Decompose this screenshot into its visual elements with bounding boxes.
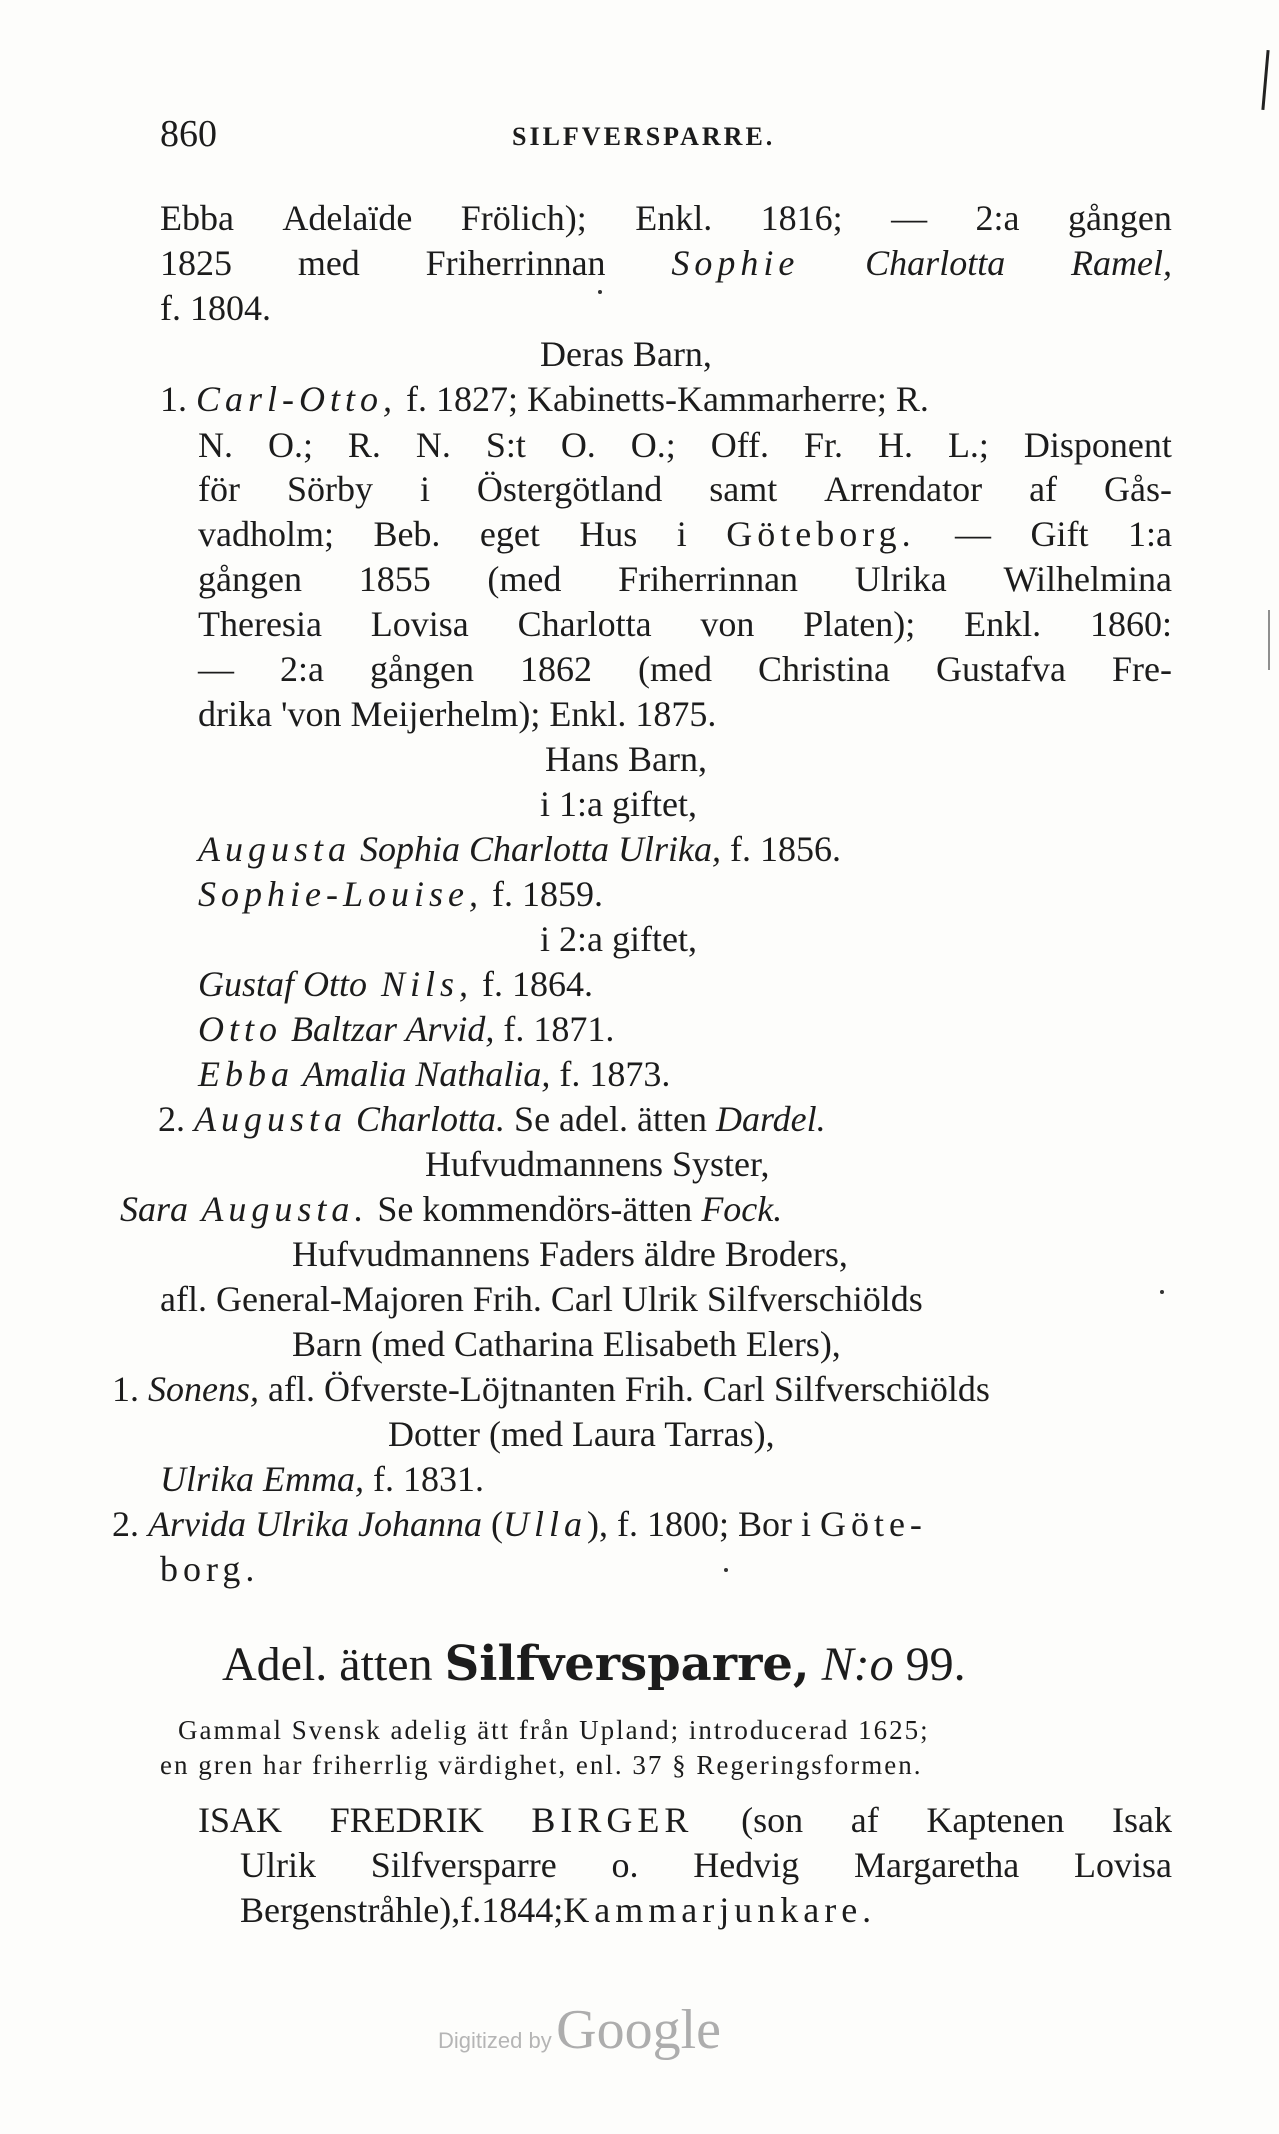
text-segment: f. 1864. (473, 964, 594, 1004)
text-segment: 1862 (520, 649, 592, 689)
text-segment: Nils, (367, 964, 474, 1004)
text-segment: Augusta (198, 829, 352, 869)
text-line (198, 651, 1172, 687)
section-prefix: Adel. ätten (222, 1638, 433, 1691)
text-segment: Disponent (1023, 425, 1172, 465)
text-segment: Kaptenen (926, 1800, 1065, 1840)
text-segment: S:t (485, 425, 526, 465)
text-segment: Friherrinnan (425, 243, 606, 283)
text-segment: Margaretha (853, 1845, 1020, 1885)
text-segment: Off. (710, 425, 770, 465)
text-segment: Baltzar Arvid, (282, 1009, 495, 1049)
watermark-prefix: Digitized by (438, 2028, 552, 2053)
text-segment: N. (198, 425, 233, 465)
text-segment: Isak (1112, 1800, 1172, 1840)
text-segment: Sophie (671, 243, 800, 283)
text-segment: Fock. (701, 1189, 783, 1229)
text-line (112, 1371, 990, 1407)
text-segment: Kammarjunkare. (563, 1890, 877, 1930)
text-segment: samt (709, 469, 778, 509)
text-segment: 1844; (481, 1890, 564, 1930)
text-segment: 1855 (358, 559, 431, 599)
text-segment: af (1029, 469, 1058, 509)
text-segment: 1860: (1089, 604, 1172, 644)
text-segment: f. 1827; Kabinetts-Kammarherre; R. (397, 379, 929, 419)
text-segment: Hus (579, 514, 638, 554)
text-segment: f. 1873. (550, 1054, 671, 1094)
text-line (160, 200, 1172, 236)
text-segment: Gammal Svensk adelig ätt från Upland; introducerad 1625; (178, 1715, 930, 1745)
text-segment: 2:a (280, 649, 324, 689)
text-line (198, 1056, 670, 1092)
text-segment: Bergenstråhle), (240, 1890, 461, 1930)
text-segment: Fre- (1112, 649, 1172, 689)
text-segment: 1:a (1127, 514, 1172, 554)
text-segment: drika 'von Meijerhelm); Enkl. 1875. (198, 694, 717, 734)
text-segment: 2. (158, 1099, 194, 1139)
text-segment: Östergötland (476, 469, 663, 509)
text-line (198, 471, 1172, 507)
text-segment: Dotter (med Laura Tarras), (388, 1414, 775, 1454)
text-line (425, 1146, 770, 1182)
text-segment: Charlotta (517, 604, 652, 644)
entry-line (240, 1892, 876, 1928)
text-segment: Gustaf Otto (198, 964, 368, 1004)
text-segment: 1. (160, 379, 196, 419)
text-segment: ( (481, 1504, 503, 1544)
text-segment: Augusta (194, 1099, 348, 1139)
text-line (160, 381, 929, 417)
scan-speck (1160, 1290, 1164, 1294)
text-segment: Hufvudmannens Syster, (425, 1144, 770, 1184)
text-line (198, 1011, 614, 1047)
text-segment: eget (479, 514, 540, 554)
text-segment: Lovisa (370, 604, 469, 644)
text-segment: R. (347, 425, 381, 465)
text-segment: f. (460, 1890, 482, 1930)
text-segment: Fr. (804, 425, 844, 465)
running-title: SILFVERSPARRE. (512, 122, 776, 151)
entry-line (240, 1847, 1172, 1883)
text-segment: Hufvudmannens Faders äldre Broders, (292, 1234, 848, 1274)
text-line (198, 696, 716, 732)
text-segment: Deras Barn, (540, 334, 712, 374)
text-segment: för (198, 469, 240, 509)
text-segment: f. 1856. (721, 829, 842, 869)
text-line (198, 831, 841, 867)
text-segment: Enkl. (635, 198, 713, 238)
text-line (120, 1191, 782, 1227)
text-segment: 1825 (160, 243, 232, 283)
text-segment: Göte- (819, 1504, 927, 1544)
text-segment: vadholm; (198, 514, 334, 554)
text-segment: Amalia Nathalia, (294, 1054, 551, 1094)
text-segment: Ulla (502, 1504, 587, 1544)
text-segment: Göteborg. (726, 514, 916, 554)
text-segment: i 2:a giftet, (540, 919, 697, 959)
text-line (112, 1506, 927, 1542)
text-segment: Gås- (1104, 469, 1172, 509)
text-line (198, 516, 1172, 552)
text-segment: ISAK (198, 1800, 283, 1840)
text-line (540, 921, 697, 957)
text-segment: L.; (947, 425, 989, 465)
intro-line (178, 1717, 930, 1744)
text-segment: 1. (112, 1369, 148, 1409)
text-segment: o. (611, 1845, 639, 1885)
text-segment: — (955, 514, 992, 554)
number-label: N:o (821, 1638, 894, 1691)
text-segment: afl. General-Majoren Frih. Carl Ulrik Silfverschiölds (160, 1279, 923, 1319)
text-line (545, 741, 707, 777)
text-segment: Platen); (803, 604, 916, 644)
text-segment: en gren har friherrlig värdighet, enl. 37 § Regeringsformen. (160, 1750, 923, 1780)
text-line (198, 606, 1172, 642)
text-line (198, 966, 593, 1002)
text-line (198, 427, 1172, 463)
text-segment: Ramel, (1071, 243, 1172, 283)
intro-line (160, 1752, 923, 1779)
text-segment: Hedvig (693, 1845, 800, 1885)
text-segment: Sophie-Louise, (198, 874, 483, 914)
text-segment: Sonens, (148, 1369, 259, 1409)
text-segment: f. 1831. (363, 1459, 484, 1499)
text-segment: i 1:a giftet, (540, 784, 697, 824)
text-segment: Gift (1030, 514, 1089, 554)
text-segment: Sara (120, 1189, 189, 1229)
text-segment: med (297, 243, 360, 283)
text-segment: gången (1067, 198, 1172, 238)
text-segment: Barn (med Catharina Elisabeth Elers), (292, 1324, 841, 1364)
text-segment: Frölich); (460, 198, 587, 238)
text-segment: Ebba (160, 198, 234, 238)
text-segment: Friherrinnan (618, 559, 799, 599)
text-line (540, 336, 712, 372)
text-segment: Silfversparre (370, 1845, 557, 1885)
text-segment: — (198, 649, 234, 689)
text-line (160, 1281, 923, 1317)
scan-speck (598, 290, 602, 294)
text-segment: gången (198, 559, 302, 599)
text-line (540, 786, 697, 822)
text-segment: 2:a (975, 198, 1020, 238)
text-segment: gången (370, 649, 474, 689)
text-segment: Arvida Ulrika Johanna (148, 1504, 482, 1544)
text-segment: (med (487, 559, 562, 599)
text-segment: von (700, 604, 755, 644)
text-segment: Adelaïde (282, 198, 413, 238)
google-logo: Google (556, 1999, 722, 2061)
family-name: Silfversparre, (444, 1636, 810, 1692)
text-line (160, 1551, 259, 1587)
text-segment: i (419, 469, 430, 509)
text-segment: Beb. (373, 514, 441, 554)
text-segment: Hans Barn, (545, 739, 707, 779)
text-line (160, 290, 271, 326)
text-segment: Theresia (198, 604, 322, 644)
text-segment: f. 1804. (160, 288, 271, 328)
family-number: 99. (905, 1638, 966, 1691)
text-segment: Ulrik (240, 1845, 316, 1885)
text-line (198, 876, 603, 912)
text-segment: af (850, 1800, 879, 1840)
text-segment: (son (741, 1800, 804, 1840)
entry-line (198, 1802, 1172, 1838)
text-segment: O.; (267, 425, 313, 465)
text-segment: O.; (630, 425, 676, 465)
text-segment: f. 1871. (494, 1009, 615, 1049)
text-segment: BIRGER (531, 1800, 694, 1840)
section-heading (222, 1636, 966, 1692)
text-line (292, 1236, 848, 1272)
text-segment: Augusta. (188, 1189, 369, 1229)
text-segment: ), f. 1800; Bor i (586, 1504, 820, 1544)
text-segment: Sophia Charlotta Ulrika, (351, 829, 722, 869)
text-segment: Charlotta (865, 243, 1006, 283)
text-segment: 2. (112, 1504, 148, 1544)
text-segment: Dardel. (715, 1099, 826, 1139)
text-line (388, 1416, 775, 1452)
text-segment: H. (877, 425, 913, 465)
text-segment: Ulrika Emma, (160, 1459, 364, 1499)
text-segment: Sörby (286, 469, 373, 509)
scan-mark (1268, 610, 1270, 670)
text-line (198, 561, 1172, 597)
page-number: 860 (160, 113, 217, 155)
text-segment: Lovisa (1074, 1845, 1172, 1885)
text-segment: Gustafva (936, 649, 1066, 689)
text-segment: f. 1859. (482, 874, 603, 914)
text-line (158, 1101, 826, 1137)
text-segment: Arrendator (824, 469, 983, 509)
text-segment: Ebba (198, 1054, 294, 1094)
text-segment: Christina (758, 649, 890, 689)
digitized-watermark (438, 1998, 721, 2062)
text-segment: O. (560, 425, 596, 465)
text-segment: — (891, 198, 928, 238)
text-segment: 1816; (760, 198, 843, 238)
text-line (292, 1326, 841, 1362)
text-segment: Enkl. (964, 604, 1042, 644)
text-segment: Ulrika (854, 559, 947, 599)
text-segment: N. (415, 425, 451, 465)
text-line (160, 1461, 484, 1497)
text-segment: Wilhelmina (1003, 559, 1172, 599)
scan-mark (1261, 50, 1269, 110)
text-segment: borg. (160, 1549, 260, 1589)
text-line (160, 245, 1172, 281)
text-segment: FREDRIK (329, 1800, 484, 1840)
text-segment: Charlotta. (347, 1099, 506, 1139)
text-segment: i (676, 514, 687, 554)
text-segment: Carl-Otto, (196, 379, 398, 419)
text-segment: Se adel. ätten (505, 1099, 716, 1139)
text-segment: Se kommendörs-ätten (368, 1189, 702, 1229)
text-segment: afl. Öfverste-Löjtnanten Frih. Carl Silfverschiölds (259, 1369, 990, 1409)
scan-speck (724, 1568, 728, 1572)
text-segment: Otto (198, 1009, 283, 1049)
text-segment: (med (638, 649, 712, 689)
